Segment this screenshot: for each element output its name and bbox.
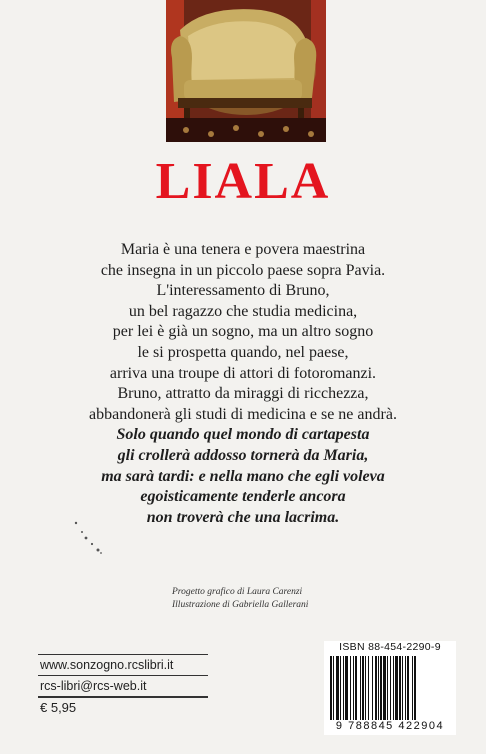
blurb-line: arriva una troupe di attori di fotoromanzi.	[109, 364, 377, 382]
barcode-bar	[343, 656, 344, 720]
barcode-bar	[390, 656, 391, 720]
isbn-label: ISBN 88-454-2290-9	[339, 641, 441, 653]
blurb-line: Bruno, attratto da miraggi di ricchezza,	[117, 385, 369, 403]
barcode-bar	[362, 656, 364, 720]
sofa-icon	[166, 0, 326, 142]
barcode-bar	[372, 656, 373, 720]
price-label: € 5,95	[40, 700, 77, 715]
publisher-info	[38, 654, 208, 698]
barcode-bar	[355, 656, 357, 720]
barcode-bar	[412, 656, 413, 720]
barcode-bar	[345, 656, 348, 720]
barcode-bar	[375, 656, 377, 720]
design-credit: Progetto grafico di Laura Carenzi	[172, 587, 303, 597]
barcode-bar	[414, 656, 416, 720]
email-link[interactable]: rcs-libri@rcs-web.it	[40, 679, 147, 694]
blurb-line: che insegna in un piccolo paese sopra Pavia.	[100, 261, 386, 279]
barcode-bar	[405, 656, 406, 720]
blurb-line: L'interessamento di Bruno,	[156, 282, 330, 300]
paper-speck-icon	[70, 518, 110, 558]
website-link[interactable]: www.sonzogno.rcslibri.it	[40, 658, 174, 673]
barcode-bar	[336, 656, 339, 720]
barcode-bar	[380, 656, 382, 720]
divider	[38, 696, 208, 697]
author-name: LIALA	[155, 153, 331, 210]
barcode-bars-icon	[330, 656, 450, 720]
illustration-credit: Illustrazione di Gabriella Gallerani	[172, 600, 309, 610]
blurb-italic-line: non troverà che una lacrima.	[146, 508, 340, 526]
blurb-italic-line: Solo quando quel mondo di cartapesta	[116, 426, 370, 444]
blurb-line: Maria è una tenera e povera maestrina	[120, 241, 366, 258]
barcode-bar	[378, 656, 379, 720]
blurb-italic-line: gli crollerà addosso tornerà da Maria,	[117, 446, 369, 464]
cover-illustration	[166, 0, 326, 142]
barcode-bar	[368, 656, 369, 720]
blurb-text	[40, 240, 446, 528]
barcode-bar	[399, 656, 401, 720]
barcode-bar	[360, 656, 361, 720]
barcode-bar	[387, 656, 388, 720]
barcode-bar	[353, 656, 354, 720]
barcode-bar	[402, 656, 403, 720]
ean-number: 9 788845 422904	[335, 720, 445, 732]
barcode-bar	[383, 656, 386, 720]
barcode-bar	[350, 656, 351, 720]
blurb-italic-line: ma sarà tardi: e nella mano che egli voleva	[101, 467, 385, 485]
barcode	[324, 641, 456, 735]
barcode-bar	[365, 656, 366, 720]
barcode-bar	[330, 656, 332, 720]
barcode-bar	[393, 656, 394, 720]
blurb-line: per lei è già un sogno, ma un altro sogno	[112, 323, 374, 341]
barcode-bar	[340, 656, 341, 720]
blurb-italic-line: egoisticamente tenderle ancora	[140, 488, 346, 506]
credits	[172, 586, 372, 612]
blurb-line: un bel ragazzo che studia medicina,	[128, 302, 358, 320]
barcode-bar	[333, 656, 334, 720]
barcode-bar	[407, 656, 409, 720]
barcode-bar	[395, 656, 398, 720]
blurb-line: le si prospetta quando, nel paese,	[137, 343, 349, 361]
blurb-line: abbandonerà gli studi di medicina e se ne andrà.	[89, 405, 397, 423]
